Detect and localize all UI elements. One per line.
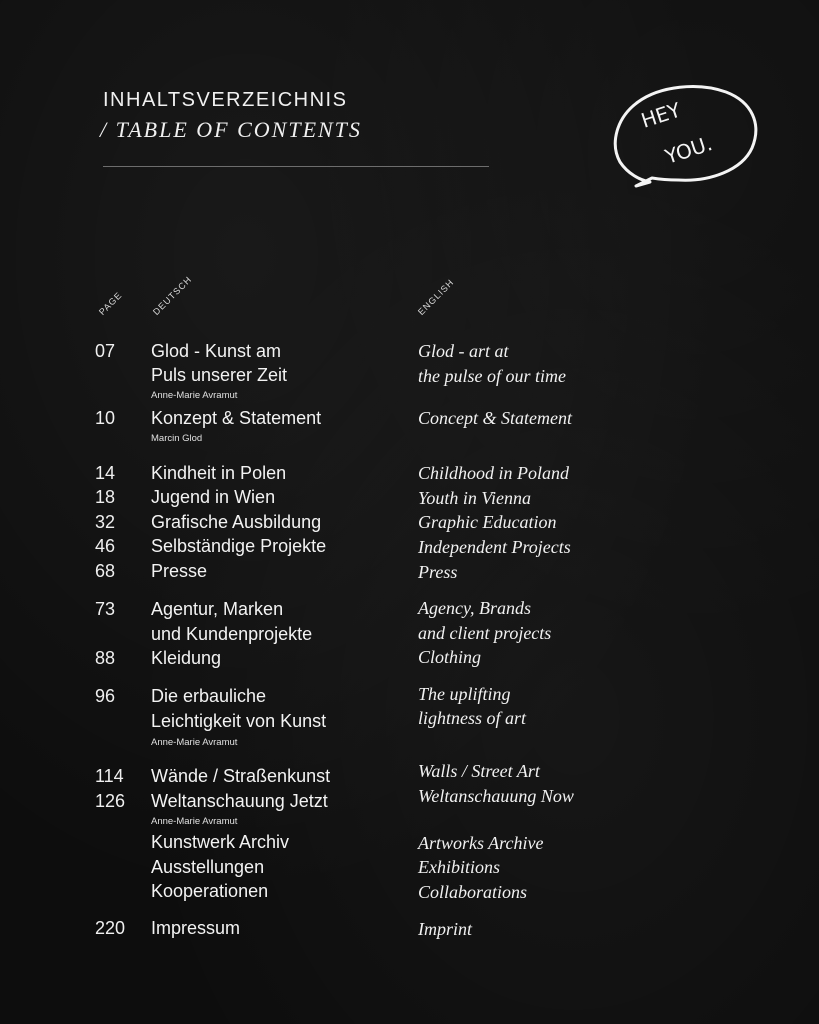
title-english: / TABLE OF CONTENTS: [100, 117, 362, 142]
toc-title-en: Youth in Vienna: [418, 488, 532, 508]
toc-page-number: 07: [95, 341, 116, 361]
toc-title-de: Weltanschauung Jetzt: [151, 791, 328, 811]
toc-author: Marcin Glod: [151, 433, 203, 444]
svg-text:YOU.: YOU.: [662, 131, 716, 169]
toc-title-en: Press: [418, 562, 458, 582]
toc-title-de: Impressum: [151, 918, 241, 938]
toc-page-number: 73: [95, 599, 116, 619]
svg-text:HEY: HEY: [638, 97, 684, 133]
toc-title-en: Clothing: [418, 647, 482, 667]
toc-title-en: Artworks Archive: [418, 833, 544, 853]
toc-page-number: 220: [95, 918, 126, 938]
title-rule: [103, 166, 489, 167]
toc-title-de: Selbständige Projekte: [151, 536, 327, 556]
toc-author: Anne-Marie Avramut: [151, 737, 238, 748]
toc-page-number: 96: [95, 686, 116, 706]
toc-title-en: Weltanschauung Now: [418, 786, 574, 806]
toc-title-de: und Kundenprojekte: [151, 624, 313, 644]
toc-page-number: 126: [95, 791, 126, 811]
toc-title-en: The uplifting: [418, 684, 511, 704]
toc-page-number: 46: [95, 536, 116, 556]
toc-title-de: Presse: [151, 561, 208, 581]
toc-title-de: Leichtigkeit von Kunst: [151, 711, 327, 731]
toc-title-en: Glod - art at: [418, 341, 509, 361]
column-header-english: ENGLISH: [415, 277, 456, 317]
toc-title-en: Graphic Education: [418, 512, 557, 532]
toc-page-number: 88: [95, 648, 116, 668]
toc-title-de: Glod - Kunst am: [151, 341, 282, 361]
toc-title-en: Collaborations: [418, 882, 528, 902]
toc-title-de: Wände / Straßenkunst: [151, 766, 331, 786]
toc-title-en: Childhood in Poland: [418, 463, 570, 483]
toc-title-en: Agency, Brands: [418, 598, 531, 618]
column-header-page: PAGE: [96, 289, 125, 317]
toc-page-number: 68: [95, 561, 116, 581]
toc-page-number: 32: [95, 512, 116, 532]
toc-title-en: Independent Projects: [418, 537, 571, 557]
toc-page-number: 14: [95, 463, 116, 483]
toc-title-de: Kunstwerk Archiv: [151, 832, 290, 852]
toc-title-de: Kleidung: [151, 648, 222, 668]
toc-title-en: Imprint: [418, 919, 472, 939]
toc-title-de: Puls unserer Zeit: [151, 365, 288, 385]
toc-title-de: Ausstellungen: [151, 857, 265, 877]
toc-title-en: Walls / Street Art: [418, 761, 540, 781]
toc-page-number: 114: [95, 766, 124, 786]
toc-title-de: Grafische Ausbildung: [151, 512, 322, 532]
toc-title-de: Jugend in Wien: [151, 487, 276, 507]
toc-title-de: Kooperationen: [151, 881, 269, 901]
column-header-deutsch: DEUTSCH: [150, 274, 194, 317]
toc-title-en: and client projects: [418, 623, 552, 643]
toc-page-number: 18: [95, 487, 116, 507]
toc-title-en: lightness of art: [418, 708, 527, 728]
toc-page-number: 10: [95, 408, 116, 428]
hey-you-logo: [610, 78, 762, 193]
toc-title-en: Concept & Statement: [418, 408, 572, 428]
toc-title-de: Konzept & Statement: [151, 408, 322, 428]
toc-title-de: Agentur, Marken: [151, 599, 284, 619]
toc-title-de: Die erbauliche: [151, 686, 267, 706]
toc-title-de: Kindheit in Polen: [151, 463, 287, 483]
title-german: INHALTSVERZEICHNIS: [103, 89, 348, 111]
toc-author: Anne-Marie Avramut: [151, 390, 238, 401]
toc-title-en: the pulse of our time: [418, 366, 566, 386]
toc-title-en: Exhibitions: [418, 857, 500, 877]
toc-author: Anne-Marie Avramut: [151, 816, 238, 827]
